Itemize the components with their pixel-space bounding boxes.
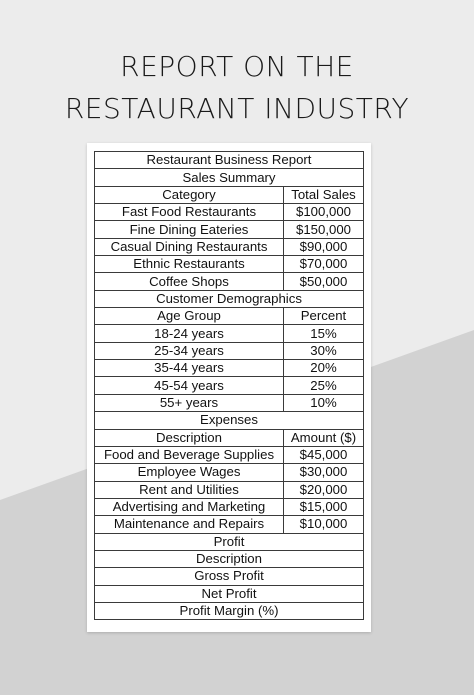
section-heading-expenses: Expenses bbox=[95, 412, 364, 429]
column-header: Category bbox=[95, 186, 284, 203]
table-cell: $10,000 bbox=[284, 516, 364, 533]
table-row bbox=[95, 498, 364, 515]
table-row bbox=[95, 394, 364, 411]
table-cell: $100,000 bbox=[284, 204, 364, 221]
table-cell: Employee Wages bbox=[95, 464, 284, 481]
table-row bbox=[95, 221, 364, 238]
table-row bbox=[95, 204, 364, 221]
table-row bbox=[95, 238, 364, 255]
table-cell: 35-44 years bbox=[95, 360, 284, 377]
table-row bbox=[95, 585, 364, 602]
table-cell: $70,000 bbox=[284, 256, 364, 273]
table-row bbox=[95, 256, 364, 273]
table-cell: Coffee Shops bbox=[95, 273, 284, 290]
table-cell: 25-34 years bbox=[95, 342, 284, 359]
section-heading-sales: Sales Summary bbox=[95, 169, 364, 186]
table-cell: $20,000 bbox=[284, 481, 364, 498]
table-row bbox=[95, 550, 364, 567]
table-cell: 45-54 years bbox=[95, 377, 284, 394]
table-cell: Advertising and Marketing bbox=[95, 498, 284, 515]
table-cell: Net Profit bbox=[95, 585, 364, 602]
table-cell: Rent and Utilities bbox=[95, 481, 284, 498]
column-header: Percent bbox=[284, 308, 364, 325]
table-row bbox=[95, 152, 364, 169]
table-row bbox=[95, 602, 364, 619]
table-cell: $30,000 bbox=[284, 464, 364, 481]
report-title: Restaurant Business Report bbox=[95, 152, 364, 169]
table-cell: $90,000 bbox=[284, 238, 364, 255]
table-cell: 30% bbox=[284, 342, 364, 359]
column-header: Total Sales bbox=[284, 186, 364, 203]
table-row bbox=[95, 290, 364, 307]
table-row bbox=[95, 412, 364, 429]
report-sheet bbox=[87, 143, 371, 632]
section-heading-demographics: Customer Demographics bbox=[95, 290, 364, 307]
table-row bbox=[95, 273, 364, 290]
table-cell: $15,000 bbox=[284, 498, 364, 515]
table-row bbox=[95, 325, 364, 342]
table-row bbox=[95, 533, 364, 550]
table-row bbox=[95, 429, 364, 446]
table-row bbox=[95, 186, 364, 203]
table-row bbox=[95, 169, 364, 186]
table-cell: 25% bbox=[284, 377, 364, 394]
table-cell: 20% bbox=[284, 360, 364, 377]
table-cell: Gross Profit bbox=[95, 568, 364, 585]
table-cell: Ethnic Restaurants bbox=[95, 256, 284, 273]
table-row bbox=[95, 464, 364, 481]
table-row bbox=[95, 342, 364, 359]
table-cell: Food and Beverage Supplies bbox=[95, 446, 284, 463]
report-table bbox=[94, 151, 364, 620]
table-cell: $50,000 bbox=[284, 273, 364, 290]
page-title-line-1: REPORT ON THE bbox=[120, 50, 354, 83]
table-cell: Fine Dining Eateries bbox=[95, 221, 284, 238]
table-cell: $45,000 bbox=[284, 446, 364, 463]
page-title-line-2: RESTAURANT INDUSTRY bbox=[64, 92, 410, 125]
table-row bbox=[95, 360, 364, 377]
table-cell: Profit Margin (%) bbox=[95, 602, 364, 619]
table-row bbox=[95, 446, 364, 463]
table-cell: 10% bbox=[284, 394, 364, 411]
table-row bbox=[95, 377, 364, 394]
table-row bbox=[95, 481, 364, 498]
table-cell: Maintenance and Repairs bbox=[95, 516, 284, 533]
table-cell: Fast Food Restaurants bbox=[95, 204, 284, 221]
table-cell: Casual Dining Restaurants bbox=[95, 238, 284, 255]
table-cell: 18-24 years bbox=[95, 325, 284, 342]
table-cell: Description bbox=[95, 550, 364, 567]
table-cell: 15% bbox=[284, 325, 364, 342]
table-row bbox=[95, 568, 364, 585]
section-heading-profit: Profit bbox=[95, 533, 364, 550]
column-header: Amount ($) bbox=[284, 429, 364, 446]
column-header: Description bbox=[95, 429, 284, 446]
table-row bbox=[95, 516, 364, 533]
table-cell: $150,000 bbox=[284, 221, 364, 238]
column-header: Age Group bbox=[95, 308, 284, 325]
table-cell: 55+ years bbox=[95, 394, 284, 411]
table-row bbox=[95, 308, 364, 325]
